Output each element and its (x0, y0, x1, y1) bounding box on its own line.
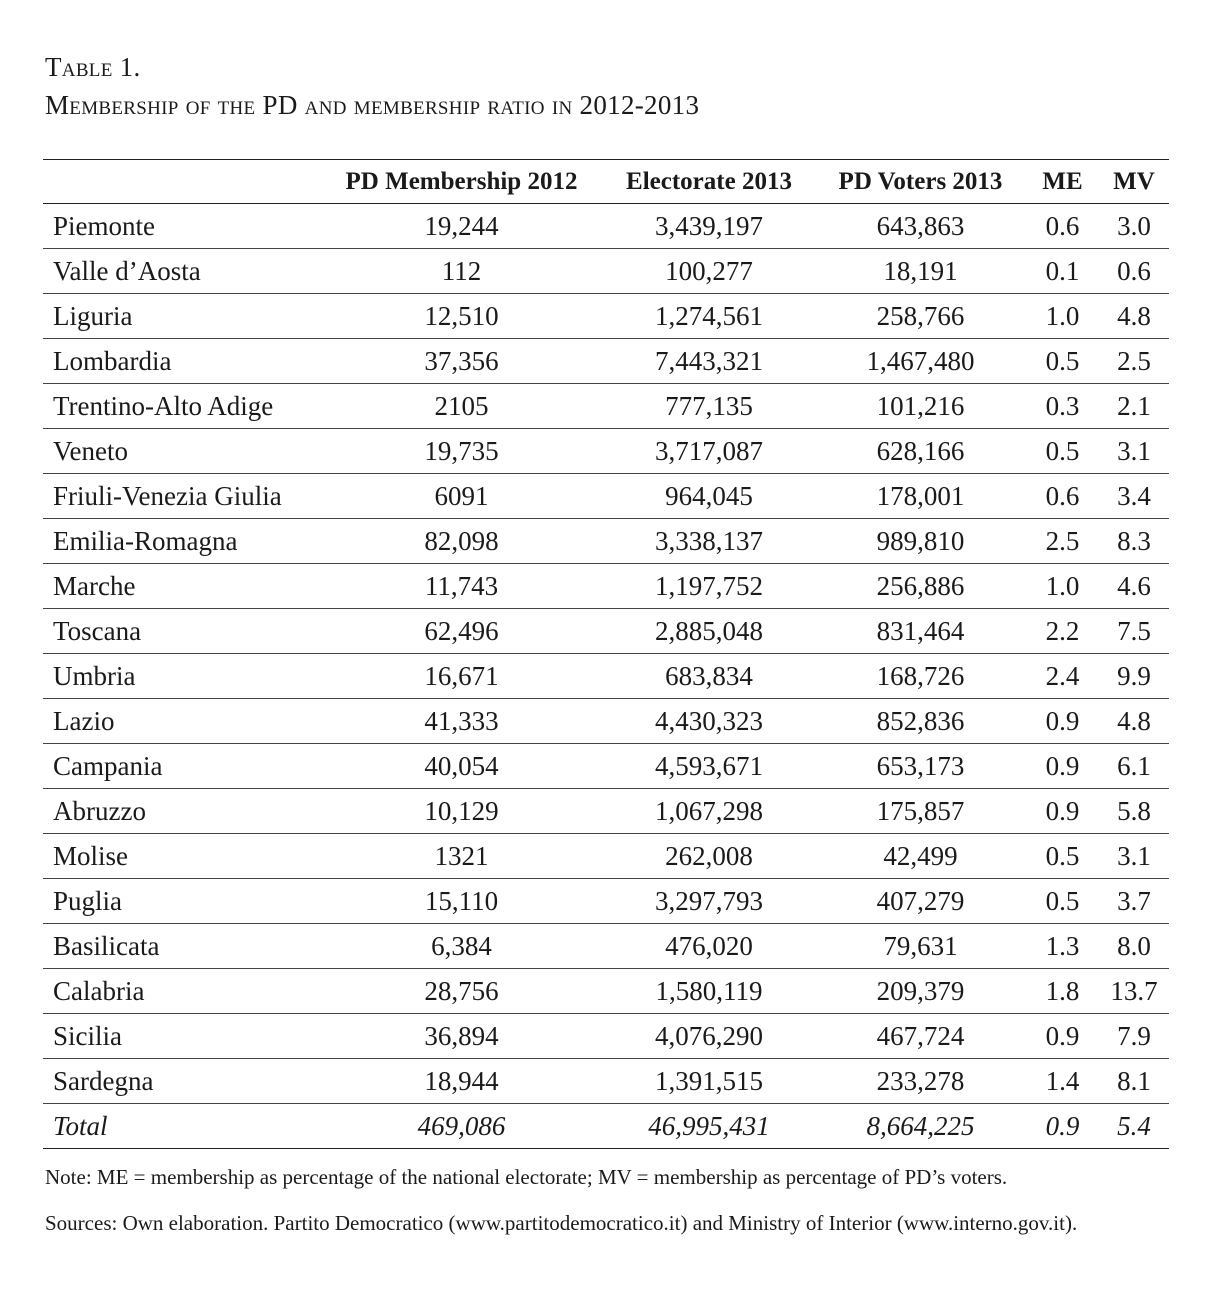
cell-region: Toscana (43, 609, 320, 654)
cell-electorate: 4,430,323 (603, 699, 815, 744)
cell-pd-voters: 831,464 (815, 609, 1026, 654)
cell-mv: 4.8 (1099, 699, 1169, 744)
cell-electorate: 1,391,515 (603, 1059, 815, 1104)
cell-electorate: 476,020 (603, 924, 815, 969)
cell-electorate: 1,197,752 (603, 564, 815, 609)
cell-me: 1.8 (1026, 969, 1099, 1014)
table-row (43, 924, 1169, 969)
cell-pd-membership: 19,735 (320, 429, 603, 474)
cell-region: Basilicata (43, 924, 320, 969)
table-row (43, 699, 1169, 744)
table-row (43, 1059, 1169, 1104)
table-row (43, 564, 1169, 609)
table-row (43, 294, 1169, 339)
cell-me: 0.5 (1026, 339, 1099, 384)
cell-region: Puglia (43, 879, 320, 924)
cell-pd-voters: 467,724 (815, 1014, 1026, 1059)
cell-pd-voters: 18,191 (815, 249, 1026, 294)
cell-region: Calabria (43, 969, 320, 1014)
table-row (43, 249, 1169, 294)
header-electorate: Electorate 2013 (603, 160, 815, 204)
cell-me: 0.5 (1026, 879, 1099, 924)
table-title: Membership of the PD and membership ratio in 2012-2013 (45, 90, 700, 120)
cell-region: Emilia-Romagna (43, 519, 320, 564)
cell-electorate: 683,834 (603, 654, 815, 699)
cell-mv: 3.1 (1099, 429, 1169, 474)
cell-region: Marche (43, 564, 320, 609)
table-row (43, 879, 1169, 924)
cell-electorate: 4,593,671 (603, 744, 815, 789)
cell-mv: 2.5 (1099, 339, 1169, 384)
cell-me: 0.9 (1026, 699, 1099, 744)
cell-me: 2.2 (1026, 609, 1099, 654)
cell-pd-voters: 407,279 (815, 879, 1026, 924)
table-row (43, 744, 1169, 789)
cell-me: 0.9 (1026, 789, 1099, 834)
cell-electorate: 1,580,119 (603, 969, 815, 1014)
cell-region: Lombardia (43, 339, 320, 384)
cell-mv: 8.0 (1099, 924, 1169, 969)
cell-pd-membership: 41,333 (320, 699, 603, 744)
cell-electorate: 777,135 (603, 384, 815, 429)
table-row (43, 339, 1169, 384)
header-me: ME (1026, 160, 1099, 204)
cell-mv: 2.1 (1099, 384, 1169, 429)
cell-pd-membership: 12,510 (320, 294, 603, 339)
table-label: Table 1. (45, 52, 141, 82)
table-row (43, 1014, 1169, 1059)
cell-pd-membership: 10,129 (320, 789, 603, 834)
cell-pd-membership: 62,496 (320, 609, 603, 654)
cell-pd-membership: 18,944 (320, 1059, 603, 1104)
cell-pd-voters: 258,766 (815, 294, 1026, 339)
table-row (43, 654, 1169, 699)
cell-pd-membership: 112 (320, 249, 603, 294)
table-row (43, 474, 1169, 519)
cell-pd-voters: 233,278 (815, 1059, 1026, 1104)
cell-mv: 13.7 (1099, 969, 1169, 1014)
cell-me: 1.3 (1026, 924, 1099, 969)
table-row (43, 384, 1169, 429)
cell-pd-membership: 19,244 (320, 204, 603, 249)
cell-pd-membership: 15,110 (320, 879, 603, 924)
cell-mv: 4.6 (1099, 564, 1169, 609)
cell-mv: 7.9 (1099, 1014, 1169, 1059)
cell-pd-voters: 852,836 (815, 699, 1026, 744)
cell-region: Sicilia (43, 1014, 320, 1059)
cell-pd-membership: 2105 (320, 384, 603, 429)
cell-region: Molise (43, 834, 320, 879)
cell-me: 2.5 (1026, 519, 1099, 564)
cell-pd-voters: 989,810 (815, 519, 1026, 564)
cell-me: 0.9 (1026, 1014, 1099, 1059)
cell-mv: 3.7 (1099, 879, 1169, 924)
cell-electorate: 46,995,431 (603, 1104, 815, 1149)
cell-pd-membership: 37,356 (320, 339, 603, 384)
cell-me: 0.5 (1026, 429, 1099, 474)
cell-pd-voters: 42,499 (815, 834, 1026, 879)
cell-electorate: 100,277 (603, 249, 815, 294)
cell-mv: 7.5 (1099, 609, 1169, 654)
cell-electorate: 964,045 (603, 474, 815, 519)
cell-mv: 5.4 (1099, 1104, 1169, 1149)
table-row (43, 789, 1169, 834)
cell-region: Piemonte (43, 204, 320, 249)
cell-pd-voters: 178,001 (815, 474, 1026, 519)
cell-electorate: 7,443,321 (603, 339, 815, 384)
table-row (43, 969, 1169, 1014)
cell-mv: 5.8 (1099, 789, 1169, 834)
cell-pd-voters: 628,166 (815, 429, 1026, 474)
cell-mv: 6.1 (1099, 744, 1169, 789)
cell-pd-voters: 209,379 (815, 969, 1026, 1014)
table-row (43, 834, 1169, 879)
cell-me: 0.1 (1026, 249, 1099, 294)
cell-region: Abruzzo (43, 789, 320, 834)
cell-region: Veneto (43, 429, 320, 474)
cell-electorate: 3,338,137 (603, 519, 815, 564)
cell-mv: 3.0 (1099, 204, 1169, 249)
table-row (43, 429, 1169, 474)
header-pd-membership: PD Membership 2012 (320, 160, 603, 204)
cell-region: Umbria (43, 654, 320, 699)
cell-pd-voters: 168,726 (815, 654, 1026, 699)
cell-electorate: 3,717,087 (603, 429, 815, 474)
cell-pd-voters: 643,863 (815, 204, 1026, 249)
cell-pd-membership: 40,054 (320, 744, 603, 789)
cell-mv: 0.6 (1099, 249, 1169, 294)
cell-me: 2.4 (1026, 654, 1099, 699)
membership-table (43, 159, 1169, 1149)
table-row (43, 609, 1169, 654)
cell-me: 0.9 (1026, 1104, 1099, 1149)
cell-region: Liguria (43, 294, 320, 339)
cell-me: 1.0 (1026, 564, 1099, 609)
cell-pd-membership: 11,743 (320, 564, 603, 609)
cell-pd-voters: 101,216 (815, 384, 1026, 429)
cell-mv: 9.9 (1099, 654, 1169, 699)
cell-pd-voters: 79,631 (815, 924, 1026, 969)
header-mv: MV (1099, 160, 1169, 204)
cell-pd-voters: 175,857 (815, 789, 1026, 834)
cell-electorate: 1,067,298 (603, 789, 815, 834)
cell-region: Trentino-Alto Adige (43, 384, 320, 429)
cell-electorate: 4,076,290 (603, 1014, 815, 1059)
table-row (43, 519, 1169, 564)
cell-pd-membership: 82,098 (320, 519, 603, 564)
cell-me: 0.6 (1026, 204, 1099, 249)
cell-pd-membership: 36,894 (320, 1014, 603, 1059)
cell-region: Valle d’Aosta (43, 249, 320, 294)
cell-electorate: 262,008 (603, 834, 815, 879)
cell-pd-voters: 8,664,225 (815, 1104, 1026, 1149)
cell-region: Total (43, 1104, 320, 1149)
table-body (43, 204, 1169, 1149)
header-region (43, 160, 320, 204)
cell-me: 0.5 (1026, 834, 1099, 879)
cell-region: Sardegna (43, 1059, 320, 1104)
cell-pd-membership: 28,756 (320, 969, 603, 1014)
cell-me: 1.4 (1026, 1059, 1099, 1104)
cell-region: Lazio (43, 699, 320, 744)
cell-pd-membership: 6,384 (320, 924, 603, 969)
cell-electorate: 3,439,197 (603, 204, 815, 249)
cell-pd-membership: 1321 (320, 834, 603, 879)
cell-mv: 8.3 (1099, 519, 1169, 564)
table-sources: Sources: Own elaboration. Partito Democratico (www.partitodemocratico.it) and Ministry of Interior (www.interno.gov.it). (45, 1211, 1078, 1235)
cell-pd-voters: 653,173 (815, 744, 1026, 789)
total-row (43, 1104, 1169, 1149)
cell-electorate: 3,297,793 (603, 879, 815, 924)
table-caption (45, 48, 699, 124)
cell-me: 0.6 (1026, 474, 1099, 519)
cell-me: 0.3 (1026, 384, 1099, 429)
cell-electorate: 1,274,561 (603, 294, 815, 339)
header-row (43, 160, 1169, 204)
cell-electorate: 2,885,048 (603, 609, 815, 654)
cell-region: Friuli-Venezia Giulia (43, 474, 320, 519)
cell-me: 1.0 (1026, 294, 1099, 339)
cell-pd-voters: 1,467,480 (815, 339, 1026, 384)
cell-pd-membership: 6091 (320, 474, 603, 519)
cell-mv: 8.1 (1099, 1059, 1169, 1104)
cell-me: 0.9 (1026, 744, 1099, 789)
table-note: Note: ME = membership as percentage of the national electorate; MV = membership as percentage of PD’s voters. (45, 1165, 1008, 1189)
cell-pd-membership: 16,671 (320, 654, 603, 699)
cell-mv: 3.4 (1099, 474, 1169, 519)
cell-pd-voters: 256,886 (815, 564, 1026, 609)
cell-mv: 3.1 (1099, 834, 1169, 879)
cell-pd-membership: 469,086 (320, 1104, 603, 1149)
table-row (43, 204, 1169, 249)
cell-region: Campania (43, 744, 320, 789)
cell-mv: 4.8 (1099, 294, 1169, 339)
header-pd-voters: PD Voters 2013 (815, 160, 1026, 204)
